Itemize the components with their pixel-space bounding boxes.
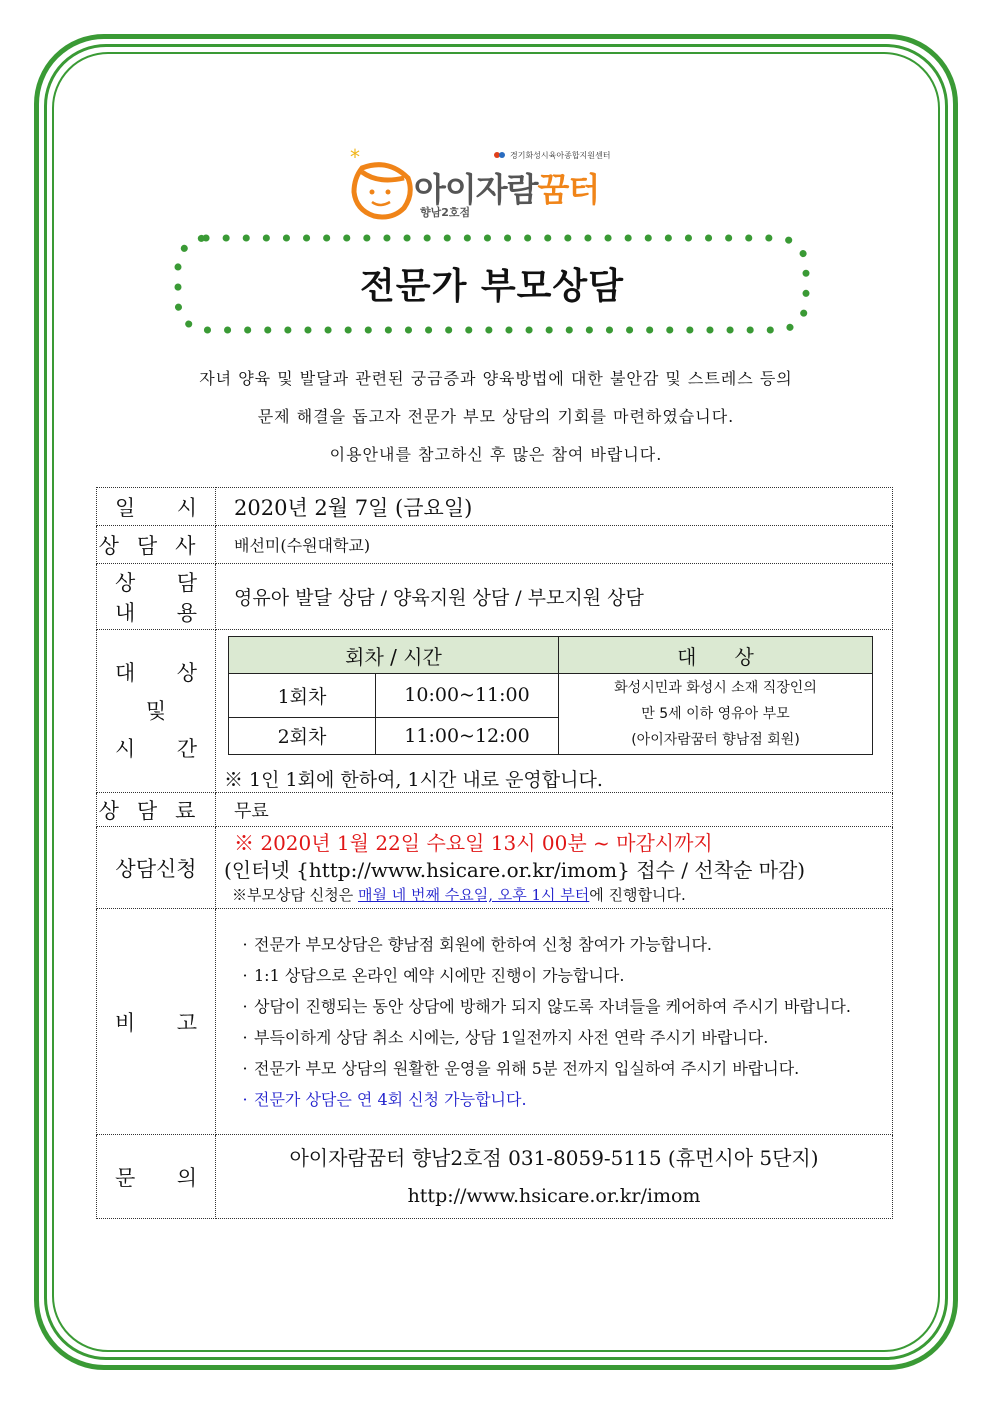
time-1: 10:00~11:00	[376, 674, 559, 718]
logo	[348, 148, 638, 220]
page-title: 전문가 부모상담	[360, 266, 624, 307]
logo-branch: 향남2호점	[420, 206, 471, 219]
intro-line-3: 이용안내를 참고하신 후 많은 참여 바랍니다.	[329, 445, 663, 464]
date-value: 2020년 2월 7일 (금요일)	[216, 488, 893, 526]
date-label: 일 시	[97, 488, 216, 526]
remark-item: · 전문가 부모상담은 향남점 회원에 한하여 신청 참여가 가능합니다.	[242, 934, 713, 954]
row-content	[97, 564, 893, 630]
logo-org: 경기화성시육아종합지원센터	[510, 151, 611, 160]
row-contact	[97, 1135, 893, 1219]
schedule-label: 대 상 및 시 간	[97, 630, 216, 793]
schedule-table	[228, 636, 873, 755]
remarks-label: 비 고	[97, 909, 216, 1135]
row-counselor	[97, 526, 893, 564]
svg-text:*: *	[350, 148, 360, 169]
intro-line-1: 자녀 양육 및 발달과 관련된 궁금증과 양육방법에 대한 불안감 및 스트레스 등의	[199, 369, 793, 388]
contact-label: 문 의	[97, 1135, 216, 1219]
schedule-header	[229, 637, 873, 674]
round-2: 2회차	[229, 717, 376, 754]
counselor-value: 배선미(수원대학교)	[216, 526, 893, 564]
remark-item: · 전문가 부모 상담의 원활한 운영을 위해 5분 전까지 입실하여 주시기 바랍니다.	[242, 1058, 800, 1078]
intro-line-2: 문제 해결을 돕고자 전문가 부모 상담의 기회를 마련하였습니다.	[257, 407, 735, 426]
apply-method: (인터넷 {http://www.hsicare.or.kr/imom} 접수 / 선착순 마감)	[224, 857, 806, 882]
apply-deadline: ※ 2020년 1월 22일 수요일 13시 00분 ~ 마감시까지	[234, 830, 713, 855]
remarks-cell	[216, 909, 893, 1135]
header-round-time: 회차 / 시간	[229, 637, 559, 674]
row-remarks	[97, 909, 893, 1135]
row-schedule	[97, 630, 893, 793]
apply-cell	[216, 827, 893, 909]
info-table	[96, 487, 893, 1219]
schedule-note: ※ 1인 1회에 한하여, 1시간 내로 운영합니다.	[224, 769, 603, 791]
remark-item: · 1:1 상담으로 온라인 예약 시에만 진행이 가능합니다.	[242, 965, 625, 985]
fee-value: 무료	[216, 793, 893, 827]
org-symbol-icon	[494, 150, 506, 160]
target-cell: 화성시민과 화성시 소재 직장인의 만 5세 이하 영유아 부모 (아이자람꿈터 향남점 회원)	[559, 674, 873, 755]
remark-item-highlight: · 전문가 상담은 연 4회 신청 가능합니다.	[242, 1089, 527, 1109]
header-target: 대 상	[559, 637, 873, 674]
remark-item: · 상담이 진행되는 동안 상담에 방해가 되지 않도록 자녀들을 케어하여 주시기 바랍니다.	[242, 996, 851, 1016]
fee-label: 상담료	[97, 793, 216, 827]
logo-name: 아이자람꿈터	[414, 170, 600, 209]
contact-url[interactable]: http://www.hsicare.or.kr/imom	[407, 1184, 701, 1207]
counselor-label: 상담사	[97, 526, 216, 564]
row-apply	[97, 827, 893, 909]
content-label: 상 담 내 용	[97, 564, 216, 630]
apply-note-highlight: 매월 네 번째 수요일, 오후 1시 부터	[357, 885, 590, 904]
apply-label: 상담신청	[97, 827, 216, 909]
row-fee	[97, 793, 893, 827]
row-date	[97, 488, 893, 526]
schedule-cell	[216, 630, 893, 793]
remark-item: · 부득이하게 상담 취소 시에는, 상담 1일전까지 사전 연락 주시기 바랍니다.	[242, 1027, 769, 1047]
round-1: 1회차	[229, 674, 376, 718]
contact-line-1: 아이자람꿈터 향남2호점 031-8059-5115 (휴먼시아 5단지)	[289, 1145, 819, 1170]
contact-cell	[216, 1135, 893, 1219]
apply-note: ※부모상담 신청은 매월 네 번째 수요일, 오후 1시 부터에 진행합니다.	[232, 885, 686, 904]
title-box	[172, 232, 812, 336]
time-2: 11:00~12:00	[376, 717, 559, 754]
content-value: 영유아 발달 상담 / 양육지원 상담 / 부모지원 상담	[216, 564, 893, 630]
logo-face-icon	[348, 148, 418, 220]
schedule-row	[229, 674, 873, 718]
